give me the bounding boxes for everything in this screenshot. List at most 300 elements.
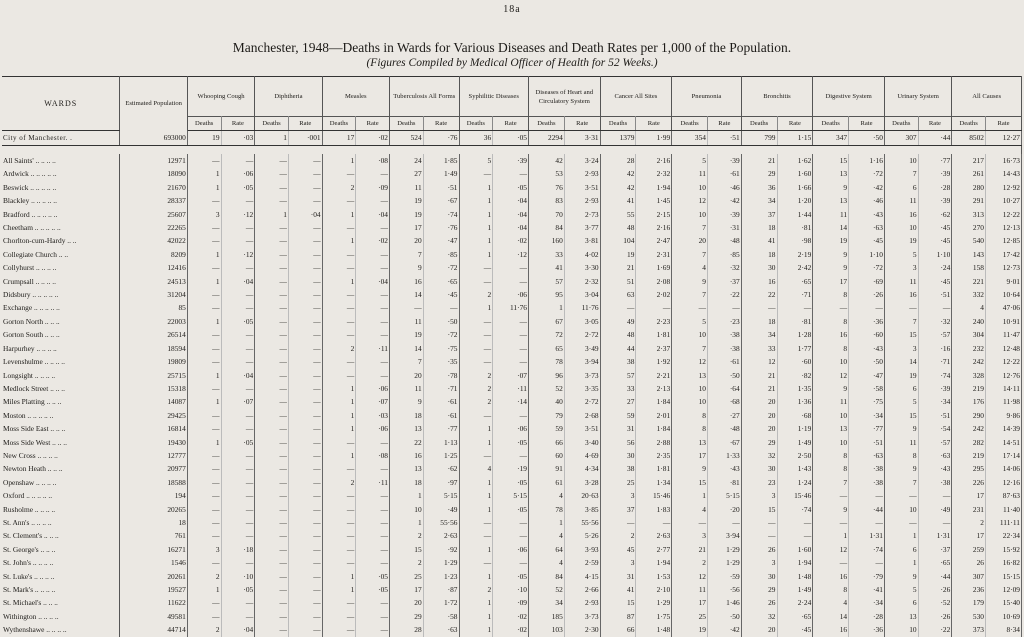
rate-cell: 1·92 (636, 355, 672, 368)
rate-cell: 1·28 (777, 328, 813, 341)
rate-cell: — (288, 449, 322, 462)
rate-cell: — (288, 301, 322, 314)
deaths-cell: 1 (187, 436, 221, 449)
rate-cell: ·87 (423, 583, 459, 596)
deaths-cell: 29 (390, 610, 424, 623)
population-cell: 693000 (120, 131, 187, 146)
rate-cell: — (356, 596, 390, 609)
deaths-cell: 2 (459, 382, 493, 395)
deaths-cell: 33 (600, 382, 636, 395)
deaths-cell: 1 (322, 382, 356, 395)
deaths-cell: 13 (672, 369, 708, 382)
deaths-cell: 7 (672, 248, 708, 261)
deaths-cell: 1 (459, 248, 493, 261)
deaths-cell: 9 (672, 462, 708, 475)
rate-cell: — (356, 610, 390, 623)
deaths-cell: 17 (390, 583, 424, 596)
rate-cell: — (288, 248, 322, 261)
deaths-cell: — (187, 355, 221, 368)
rate-cell: — (288, 382, 322, 395)
ward-name: Didsbury .. .. .. .. .. (2, 288, 120, 301)
rate-cell: 1·66 (777, 181, 813, 194)
deaths-cell: 158 (952, 261, 986, 274)
rate-cell: ·78 (423, 369, 459, 382)
rate-cell: 47·06 (985, 301, 1021, 314)
rate-cell: ·07 (221, 395, 255, 408)
rate-cell: 12·27 (985, 131, 1021, 146)
deaths-cell: 9 (884, 570, 918, 583)
rate-cell: 3·94 (708, 529, 742, 542)
deaths-cell: 57 (600, 369, 636, 382)
deaths-cell: 36 (741, 181, 777, 194)
deaths-cell: — (255, 369, 289, 382)
group-header: Bronchitis (741, 77, 813, 117)
group-header: Tuberculosis All Forms (390, 77, 460, 117)
deaths-cell: 1 (187, 275, 221, 288)
rate-cell: ·56 (708, 583, 742, 596)
deaths-cell: 78 (528, 503, 564, 516)
rate-cell: ·45 (918, 221, 952, 234)
deaths-cell: 26 (952, 556, 986, 569)
rate-cell: ·72 (423, 328, 459, 341)
deaths-cell: 2 (672, 556, 708, 569)
rate-cell: ·82 (777, 369, 813, 382)
rate-cell: ·50 (708, 610, 742, 623)
rate-cell: ·63 (849, 221, 885, 234)
deaths-cell: — (322, 623, 356, 636)
deaths-cell: 2294 (528, 131, 564, 146)
deaths-cell: 20 (390, 369, 424, 382)
rate-cell: 14·11 (985, 382, 1021, 395)
rate-cell: 55·56 (423, 516, 459, 529)
deaths-cell: 9 (813, 181, 849, 194)
deaths-cell: 40 (528, 395, 564, 408)
rate-cell: 1·29 (636, 596, 672, 609)
deaths-cell: 8 (672, 409, 708, 422)
rate-cell: 1·53 (636, 570, 672, 583)
group-header: Digestive System (813, 77, 885, 117)
rate-cell: 15·40 (985, 596, 1021, 609)
population-cell: 31204 (120, 288, 187, 301)
ward-name: Gorton North .. .. .. (2, 315, 120, 328)
deaths-cell: 1 (322, 583, 356, 596)
rate-cell: — (221, 194, 255, 207)
rate-cell: 12·22 (985, 355, 1021, 368)
population-cell: 194 (120, 489, 187, 502)
deaths-cell: 3 (741, 489, 777, 502)
rate-subheader: Rate (636, 117, 672, 131)
deaths-cell: 11 (390, 181, 424, 194)
ward-row (2, 623, 1022, 636)
rate-cell: ·46 (708, 181, 742, 194)
ward-name: Wythenshawe .. .. .. .. (2, 623, 120, 636)
deaths-cell: 49 (600, 315, 636, 328)
rate-cell: ·05 (493, 476, 529, 489)
deaths-cell: 4 (528, 529, 564, 542)
rate-cell: ·85 (423, 248, 459, 261)
population-cell: 25715 (120, 369, 187, 382)
rate-cell: 2·47 (636, 234, 672, 247)
ward-row (2, 583, 1022, 596)
ward-statistics-table (2, 76, 1022, 637)
deaths-cell: 61 (528, 476, 564, 489)
deaths-cell: 9 (884, 422, 918, 435)
rate-cell: — (288, 529, 322, 542)
rate-cell: 16·82 (985, 556, 1021, 569)
ward-name: Rusholme .. .. .. .. (2, 503, 120, 516)
deaths-cell: 1 (459, 476, 493, 489)
deaths-cell: — (813, 301, 849, 314)
ward-row (2, 328, 1022, 341)
deaths-cell: 2 (459, 288, 493, 301)
rate-cell: ·72 (849, 261, 885, 274)
deaths-cell: 20 (741, 623, 777, 636)
deaths-cell: — (741, 529, 777, 542)
deaths-cell: 219 (952, 449, 986, 462)
rate-cell: 1·49 (777, 436, 813, 449)
rate-cell: 15·46 (777, 489, 813, 502)
deaths-cell: 3 (187, 208, 221, 221)
rate-cell: ·45 (849, 234, 885, 247)
rate-cell: 1·62 (777, 154, 813, 167)
deaths-cell: 10 (884, 154, 918, 167)
rate-cell: 1·48 (777, 570, 813, 583)
ward-name: Longsight .. .. .. .. (2, 369, 120, 382)
rate-cell: — (221, 476, 255, 489)
deaths-cell: 10 (672, 382, 708, 395)
rate-cell: 1·43 (777, 462, 813, 475)
ward-name: Harpurhey .. .. .. .. (2, 342, 120, 355)
ward-name: Collyhurst .. .. .. .. (2, 261, 120, 274)
deaths-cell: 304 (952, 328, 986, 341)
deaths-cell: — (459, 516, 493, 529)
rate-cell: ·71 (918, 355, 952, 368)
rate-cell: — (288, 315, 322, 328)
deaths-cell: 328 (952, 369, 986, 382)
rate-cell: ·50 (849, 355, 885, 368)
rate-cell: — (288, 181, 322, 194)
rate-cell: 14·06 (985, 462, 1021, 475)
deaths-cell: 84 (528, 570, 564, 583)
deaths-cell: — (255, 275, 289, 288)
deaths-cell: 280 (952, 181, 986, 194)
rate-cell: 11·40 (985, 503, 1021, 516)
deaths-cell: 91 (528, 462, 564, 475)
deaths-cell: — (322, 462, 356, 475)
deaths-cell: 1 (884, 529, 918, 542)
deaths-cell: 5 (884, 583, 918, 596)
deaths-cell: — (322, 529, 356, 542)
ward-row (2, 369, 1022, 382)
rate-cell: 4·02 (564, 248, 600, 261)
rate-cell: — (221, 355, 255, 368)
population-cell: 19809 (120, 355, 187, 368)
rate-cell: — (708, 516, 742, 529)
deaths-cell: — (255, 583, 289, 596)
rate-cell: ·71 (777, 288, 813, 301)
deaths-cell: — (322, 355, 356, 368)
deaths-cell: 12 (672, 194, 708, 207)
deaths-cell: — (187, 328, 221, 341)
rate-cell: 1·16 (849, 154, 885, 167)
deaths-cell: — (459, 529, 493, 542)
rate-cell: 2·77 (636, 543, 672, 556)
deaths-cell: 78 (528, 355, 564, 368)
deaths-cell: — (813, 556, 849, 569)
rate-cell: ·06 (356, 382, 390, 395)
ward-row (2, 476, 1022, 489)
deaths-cell: — (813, 489, 849, 502)
rate-cell: — (849, 489, 885, 502)
rate-cell: ·02 (493, 234, 529, 247)
deaths-cell: 37 (741, 208, 777, 221)
deaths-cell: — (322, 543, 356, 556)
rate-cell: 2·93 (564, 194, 600, 207)
deaths-cell: 1 (459, 234, 493, 247)
deaths-cell: 60 (528, 449, 564, 462)
deaths-cell: — (459, 409, 493, 422)
rate-cell: 3·40 (564, 436, 600, 449)
rate-cell: ·43 (849, 208, 885, 221)
deaths-cell: — (672, 301, 708, 314)
rate-cell: ·05 (221, 583, 255, 596)
deaths-cell: — (322, 436, 356, 449)
rate-cell: — (221, 449, 255, 462)
rate-cell: — (493, 328, 529, 341)
deaths-cell: 17 (952, 489, 986, 502)
population-cell: 49581 (120, 610, 187, 623)
rate-cell: ·03 (356, 409, 390, 422)
ward-name: St. John's .. .. .. .. (2, 556, 120, 569)
rate-cell: ·39 (708, 208, 742, 221)
deaths-cell: — (187, 288, 221, 301)
rate-cell: ·18 (221, 543, 255, 556)
rate-cell: 1·81 (636, 462, 672, 475)
deaths-cell: 1 (322, 449, 356, 462)
rate-cell: 17·42 (985, 248, 1021, 261)
deaths-cell: 56 (600, 436, 636, 449)
rate-cell: ·04 (356, 208, 390, 221)
ward-row (2, 610, 1022, 623)
ward-row (2, 221, 1022, 234)
deaths-cell: — (255, 449, 289, 462)
population-cell: 20261 (120, 570, 187, 583)
rate-cell: ·68 (777, 409, 813, 422)
deaths-cell: — (322, 288, 356, 301)
rate-subheader: Rate (708, 117, 742, 131)
rate-cell: — (288, 583, 322, 596)
population-cell: 12777 (120, 449, 187, 462)
ward-name: Miles Platting .. .. .. (2, 395, 120, 408)
deaths-cell: 13 (390, 462, 424, 475)
deaths-cell: 15 (813, 154, 849, 167)
deaths-cell: 1 (187, 248, 221, 261)
deaths-cell: — (459, 315, 493, 328)
deaths-cell: — (255, 315, 289, 328)
deaths-cell: 31 (600, 422, 636, 435)
population-cell: 19527 (120, 583, 187, 596)
deaths-cell: — (600, 516, 636, 529)
rate-cell: — (221, 154, 255, 167)
deaths-cell: 12 (672, 570, 708, 583)
rate-cell: 14·51 (985, 436, 1021, 449)
rate-cell: 15·46 (636, 489, 672, 502)
rate-cell: — (356, 328, 390, 341)
deaths-cell: 15 (390, 543, 424, 556)
deaths-cell: 28 (600, 154, 636, 167)
deaths-cell: 57 (528, 275, 564, 288)
group-header: Urinary System (884, 77, 951, 117)
ward-row (2, 275, 1022, 288)
rate-cell: 2·63 (423, 529, 459, 542)
rate-cell: ·42 (708, 623, 742, 636)
rate-cell: — (493, 342, 529, 355)
deaths-cell: 16 (390, 275, 424, 288)
population-cell: 8209 (120, 248, 187, 261)
rate-cell: 2·88 (636, 436, 672, 449)
deaths-cell: 3 (600, 489, 636, 502)
ward-name: Gorton South .. .. .. (2, 328, 120, 341)
ward-row (2, 570, 1022, 583)
rate-cell: — (221, 382, 255, 395)
ward-name: All Saints' .. .. .. .. (2, 154, 120, 167)
deaths-cell: 34 (528, 596, 564, 609)
rate-subheader: Rate (221, 117, 255, 131)
rate-cell: ·54 (918, 422, 952, 435)
rate-cell: ·34 (849, 409, 885, 422)
rate-cell: 2·37 (636, 342, 672, 355)
ward-row (2, 503, 1022, 516)
rate-cell: 11·47 (985, 328, 1021, 341)
rate-cell: ·72 (423, 261, 459, 274)
rate-cell: ·74 (777, 503, 813, 516)
ward-name: Moston .. .. .. .. .. (2, 409, 120, 422)
rate-cell: ·61 (423, 395, 459, 408)
deaths-cell: — (255, 301, 289, 314)
deaths-cell: — (255, 154, 289, 167)
deaths-cell: 7 (884, 315, 918, 328)
deaths-cell: 16 (813, 328, 849, 341)
rate-cell: 2·59 (564, 556, 600, 569)
rate-cell: — (493, 409, 529, 422)
deaths-cell: 25 (600, 476, 636, 489)
ward-name: Moss Side West .. .. .. (2, 436, 120, 449)
rate-cell: 1·49 (777, 583, 813, 596)
deaths-cell: — (255, 503, 289, 516)
rate-cell: ·67 (423, 194, 459, 207)
rate-cell: — (493, 275, 529, 288)
rate-cell: 12·92 (985, 181, 1021, 194)
deaths-cell: — (459, 355, 493, 368)
rate-cell: ·43 (918, 462, 952, 475)
deaths-cell: — (187, 503, 221, 516)
rate-cell: 3·93 (564, 543, 600, 556)
deaths-cell: — (187, 221, 221, 234)
population-cell: 18 (120, 516, 187, 529)
deaths-cell: — (322, 315, 356, 328)
population-cell: 44714 (120, 623, 187, 636)
deaths-cell: — (187, 422, 221, 435)
rate-cell: ·45 (918, 234, 952, 247)
deaths-cell: 41 (528, 261, 564, 274)
deaths-cell: 373 (952, 623, 986, 636)
deaths-cell: 65 (528, 342, 564, 355)
rate-cell: — (918, 489, 952, 502)
deaths-cell: 7 (672, 221, 708, 234)
rate-cell: — (288, 503, 322, 516)
rate-cell: 1·60 (777, 167, 813, 180)
deaths-cell: 6 (884, 543, 918, 556)
rate-cell: — (356, 315, 390, 328)
rate-cell: ·39 (493, 154, 529, 167)
rate-cell: ·27 (708, 409, 742, 422)
deaths-cell: — (322, 261, 356, 274)
rate-cell: 3·77 (564, 221, 600, 234)
rate-cell: 1·15 (777, 131, 813, 146)
rate-cell: ·76 (423, 131, 459, 146)
deaths-cell: 217 (952, 154, 986, 167)
deaths-cell: 9 (813, 248, 849, 261)
ward-name: Oxford .. .. .. .. .. (2, 489, 120, 502)
rate-cell: ·08 (356, 154, 390, 167)
rate-cell: ·26 (918, 583, 952, 596)
rate-cell: 1·85 (423, 154, 459, 167)
deaths-subheader: Deaths (884, 117, 918, 131)
rate-cell: 14·43 (985, 167, 1021, 180)
deaths-cell: 11 (813, 395, 849, 408)
deaths-cell: 1 (459, 181, 493, 194)
rate-cell: ·38 (708, 328, 742, 341)
rate-cell: — (288, 462, 322, 475)
rate-cell: 3·24 (564, 154, 600, 167)
rate-cell: 1·48 (636, 623, 672, 636)
deaths-cell: 16 (813, 570, 849, 583)
deaths-cell: 10 (884, 623, 918, 636)
ward-row (2, 395, 1022, 408)
rate-cell: 1·23 (423, 570, 459, 583)
deaths-cell: — (187, 154, 221, 167)
deaths-cell: — (322, 556, 356, 569)
deaths-cell: — (255, 221, 289, 234)
deaths-cell: 11 (884, 194, 918, 207)
deaths-cell: 13 (672, 436, 708, 449)
deaths-cell: 26 (741, 596, 777, 609)
deaths-cell: 307 (952, 570, 986, 583)
deaths-cell: 9 (390, 261, 424, 274)
rate-cell: ·44 (849, 503, 885, 516)
deaths-cell: — (187, 489, 221, 502)
deaths-cell: 31 (600, 570, 636, 583)
rate-cell: — (708, 301, 742, 314)
rate-cell: ·04 (493, 194, 529, 207)
rate-cell: 2·93 (564, 167, 600, 180)
deaths-cell: 7 (390, 248, 424, 261)
deaths-cell: 5 (459, 154, 493, 167)
deaths-cell: 9 (813, 503, 849, 516)
rate-cell: 55·56 (564, 516, 600, 529)
deaths-cell: — (322, 596, 356, 609)
rate-cell: ·05 (356, 570, 390, 583)
rate-cell: ·38 (708, 342, 742, 355)
rate-cell: ·14 (493, 395, 529, 408)
deaths-cell: 18 (741, 248, 777, 261)
population-cell: 16814 (120, 422, 187, 435)
population-header: Estimated Population (120, 77, 187, 131)
rate-cell: ·65 (918, 556, 952, 569)
deaths-cell: 6 (884, 382, 918, 395)
deaths-cell: — (255, 181, 289, 194)
ward-row (2, 355, 1022, 368)
